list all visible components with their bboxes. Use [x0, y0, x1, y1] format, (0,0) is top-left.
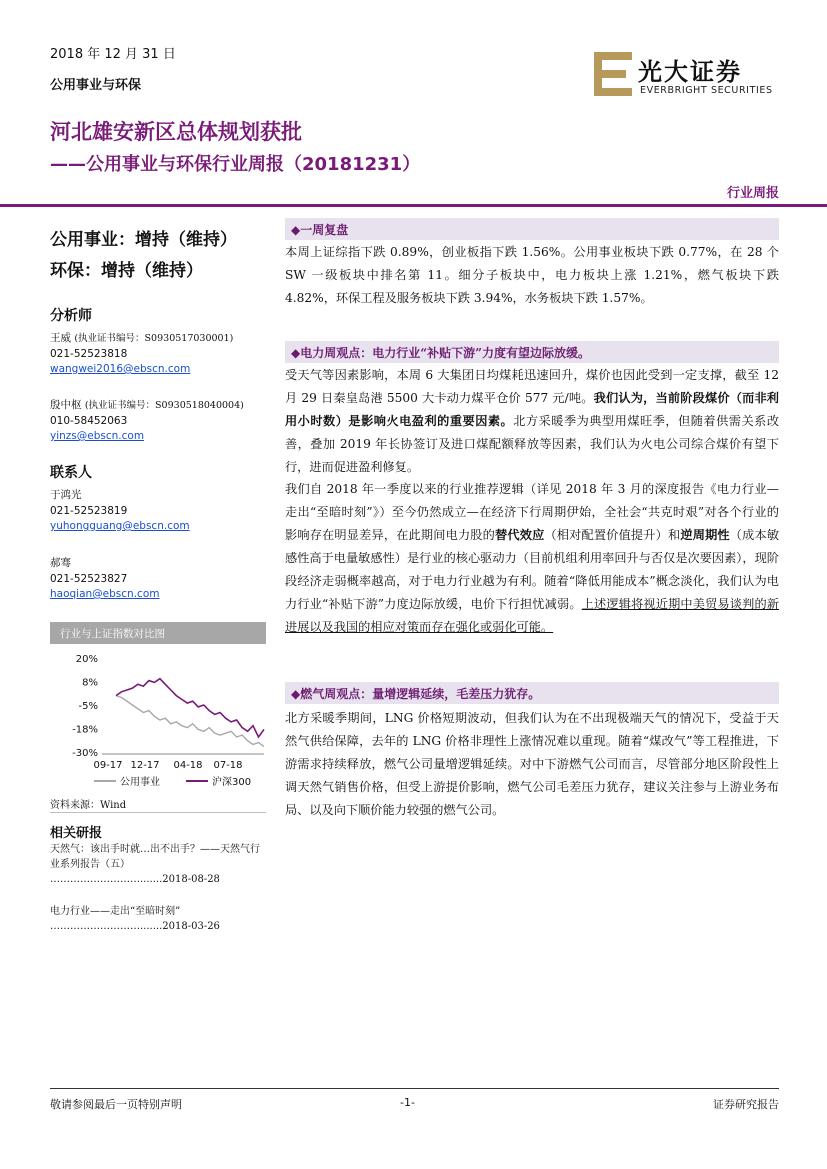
y-tick-label: 8%: [82, 677, 98, 689]
analyst-2-line: [50, 398, 244, 413]
footer-disclaimer-note: 敬请参阅最后一页特别声明: [50, 1098, 182, 1111]
analyst-email-link[interactable]: wangwei2016@ebscn.com: [50, 363, 191, 375]
x-tick-label: 07-18: [213, 760, 243, 771]
everbright-logo-icon: [592, 50, 638, 98]
section-heading-power: ◆电力周观点：电力行业“补贴下游”力度有望边际放缓。: [285, 341, 779, 363]
text-run: （成本敏感性高于电量敏感性）是行业的核心驱动力（目前机组利用率回升与否仅是次要因素），现阶段经济走弱概率越高，对于电力行业越为有利。随着“降低用能成本”概念淡化，我们认为电力行业“补贴下游”力度边际放缓，电价下行担忧减弱。: [285, 528, 780, 611]
contact-phone: 021-52523819: [50, 505, 128, 517]
report-date: 2018 年 12 月 31 日: [50, 47, 176, 62]
footer-divider: [50, 1088, 779, 1089]
analyst-name: 殷中枢: [50, 399, 82, 411]
leader-dots: ……………………….......: [50, 874, 163, 885]
y-tick-label: 20%: [75, 654, 98, 665]
key-point-bold: 我们认为，当前阶段煤价（而非利用小时数）是影响火电盈利的重要因素。: [285, 391, 779, 428]
text-run: 受天气等因素影响，本周 6 大集团日均煤耗迅速回升，煤价也因此受到一定支撑，截至 12 月 29 日秦皇岛港 5500 大卡动力煤平仓价 577 元/吨。: [285, 368, 779, 405]
power-paragraph-1: [285, 364, 779, 479]
analyst-cert: (执业证书编号：S0930518040004): [84, 400, 244, 411]
rating-utilities: 公用事业：增持（维持）: [50, 230, 237, 250]
report-subtitle: ——公用事业与环保行业周报（20181231）: [50, 154, 421, 175]
analyst-phone: 010-58452063: [50, 415, 128, 427]
analyst-1-line: [50, 331, 233, 346]
week-review-paragraph: 本周上证综指下跌 0.89%，创业板指下跌 1.56%。公用事业板块下跌 0.77%，在 28 个 SW 一级板块中排名第 11。细分子板块中，电力板块上涨 1.21%，燃气板块下跌 4.82%，环保工程及服务板块下跌 3.94%，水务板块下跌 1.57%。: [285, 245, 779, 305]
related-report-date: 2018-03-26: [162, 921, 220, 932]
related-report-item[interactable]: [50, 842, 266, 887]
source-divider: [50, 812, 266, 813]
gas-paragraph: 北方采暖季期间，LNG 价格短期波动，但我们认为在不出现极端天气的情况下，受益于天然气供给保障，去年的 LNG 价格非理性上涨情况难以重现。随着“煤改气”等工程推进，下游需求持续释放，燃气公司量增逻辑延续。对中下游燃气公司而言，尽管部分地区阶段性上调天然气销售价格，但受上游提价影响，燃气公司毛差压力犹存，建议关注参与上游业务布局、以及向下顺价能力较强的燃气公司。: [285, 711, 779, 817]
header-divider: [0, 204, 827, 207]
x-tick-label: 12-17: [130, 760, 160, 771]
related-report-title[interactable]: 电力行业——走出“至暗时刻”: [50, 906, 181, 917]
contact-name: 于鸿光: [50, 489, 82, 501]
related-report-item[interactable]: [50, 904, 266, 934]
rating-environment: 环保：增持（维持）: [50, 261, 203, 281]
footer-report-type: 证券研究报告: [713, 1098, 779, 1111]
analyst-email-link[interactable]: yinzs@ebscn.com: [50, 430, 145, 442]
chart-title: 行业与上证指数对比图: [50, 622, 266, 644]
y-tick-label: -30%: [72, 748, 98, 759]
contact-phone: 021-52523827: [50, 573, 128, 585]
logo-english-name: EVERBRIGHT SECURITIES: [640, 85, 773, 96]
contact-name: 郝骞: [50, 557, 71, 569]
doc-type-label: 行业周报: [726, 186, 779, 201]
analysts-heading: 分析师: [50, 308, 92, 324]
page-number: -1-: [400, 1096, 415, 1109]
section-heading-week: ◆一周复盘: [285, 218, 779, 240]
trade-note-underlined: 上述逻辑将视近期中美贸易谈判的新进展以及我国的相应对策而存在强化或弱化可能。: [285, 597, 780, 634]
legend-label: 沪深300: [212, 777, 252, 788]
logo-chinese-name: 光大证券: [638, 57, 742, 86]
leader-dots: ……………………….......: [50, 921, 163, 932]
analyst-phone: 021-52523818: [50, 348, 128, 360]
x-tick-label: 09-17: [93, 760, 123, 771]
analyst-cert: (执业证书编号：S0930517030001): [74, 333, 234, 344]
sector-label: 公用事业与环保: [50, 78, 142, 93]
text-run: 北方采暖季为典型用煤旺季，但随着供需关系改善，叠加 2019 年长协签订及进口煤配额释放等因素，我们认为火电公司综合煤价有望下行，进而促进盈利修复。: [285, 414, 780, 474]
text-run: （相对配置价值提升）和: [544, 528, 681, 542]
related-research-heading: 相关研报: [50, 826, 103, 841]
x-tick-label: 04-18: [173, 760, 203, 771]
chart-source: 资料来源：Wind: [50, 800, 127, 811]
y-tick-label: -18%: [72, 724, 98, 736]
text-run: 我们自 2018 年一季度以来的行业推荐逻辑（详见 2018 年 3 月的深度报告《电力行业—走出“至暗时刻”》）至今仍然成立—在经济下行周期伊始，全社会“共克时艰”对各个行业的影响存在明显差异，在此期间电力股的: [285, 482, 779, 542]
report-title: 河北雄安新区总体规划获批: [50, 120, 302, 144]
series-line-0: [116, 696, 264, 747]
comparison-line-chart: [50, 648, 266, 792]
related-report-title[interactable]: 天然气：该出手时就…出不出手？——天然气行业系列报告（五）: [50, 844, 260, 870]
legend-label: 公用事业: [120, 777, 160, 788]
contact-email-link[interactable]: yuhongguang@ebscn.com: [50, 520, 190, 532]
contact-email-link[interactable]: haoqian@ebscn.com: [50, 588, 160, 600]
contacts-heading: 联系人: [50, 465, 92, 481]
substitution-effect-bold: 替代效应: [495, 528, 545, 542]
related-report-date: 2018-08-28: [162, 874, 220, 885]
power-paragraph-2: [285, 478, 779, 639]
y-tick-label: -5%: [78, 701, 98, 712]
analyst-name: 王威: [50, 332, 71, 344]
countercyclical-bold: 逆周期性: [680, 528, 730, 542]
section-heading-gas: ◆燃气周观点：量增逻辑延续，毛差压力犹存。: [285, 682, 779, 704]
series-line-1: [116, 679, 264, 737]
